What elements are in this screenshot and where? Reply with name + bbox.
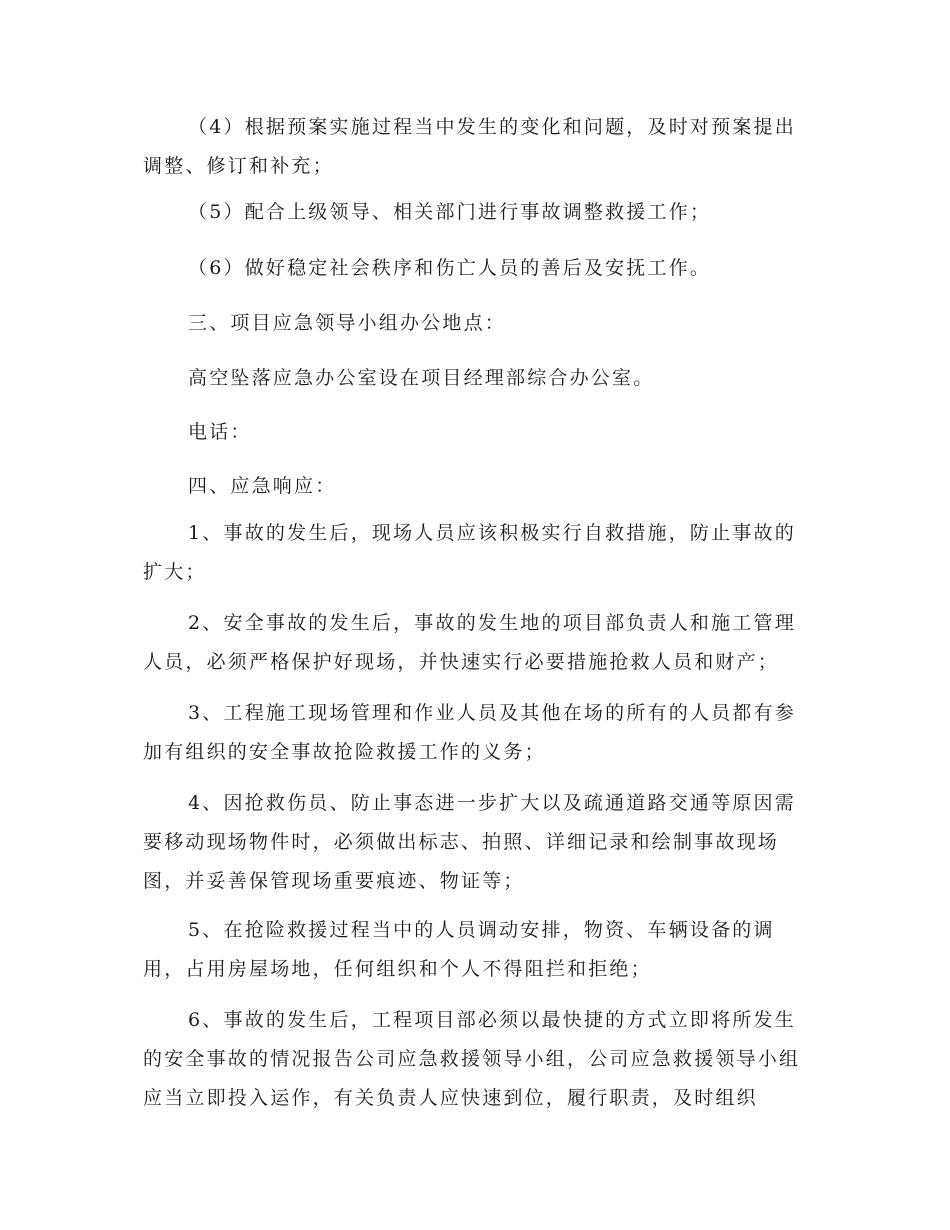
paragraph-response-1: 1、事故的发生后，现场人员应该积极实行自救措施，防止事故的扩大； [143,522,796,583]
paragraph-response-5: 5、在抢险救援过程当中的人员调动安排，物资、车辆设备的调用，占用房屋场地，任何组织和个人不得阻拦和拒绝； [143,919,775,980]
section-heading-office: 三、项目应急领导小组办公地点： [188,312,507,334]
paragraph-phone: 电话： [188,421,252,443]
paragraph-response-2: 2、安全事故的发生后，事故的发生地的项目部负责人和施工管理人员，必须严格保护好现场，并快速实行必要措施抢救人员和财产； [143,612,796,673]
paragraph-item-6: （6）做好稳定社会秩序和伤亡人员的善后及安抚工作。 [188,257,712,279]
paragraph-office-location: 高空坠落应急办公室设在项目经理部综合办公室。 [188,367,655,389]
paragraph-item-5: （5）配合上级领导、相关部门进行事故调整救援工作； [188,201,712,223]
paragraph-response-6: 6、事故的发生后，工程项目部必须以最快捷的方式立即将所发生的安全事故的情况报告公司应急救援领导小组，公司应急救援领导小组应当立即投入运作，有关负责人应快速到位，履行职责，及时组织 [143,1009,801,1109]
section-heading-response: 四、应急响应： [188,475,337,497]
paragraph-response-3: 3、工程施工现场管理和作业人员及其他在场的所有的人员都有参加有组织的安全事故抢险救援工作的义务； [143,702,796,763]
paragraph-item-4: （4）根据预案实施过程当中发生的变化和问题，及时对预案提出调整、修订和补充； [143,116,796,177]
paragraph-response-4: 4、因抢救伤员、防止事态进一步扩大以及疏通道路交通等原因需要移动现场物件时，必须做出标志、拍照、详细记录和绘制事故现场图，并妥善保管现场重要痕迹、物证等； [143,792,796,892]
